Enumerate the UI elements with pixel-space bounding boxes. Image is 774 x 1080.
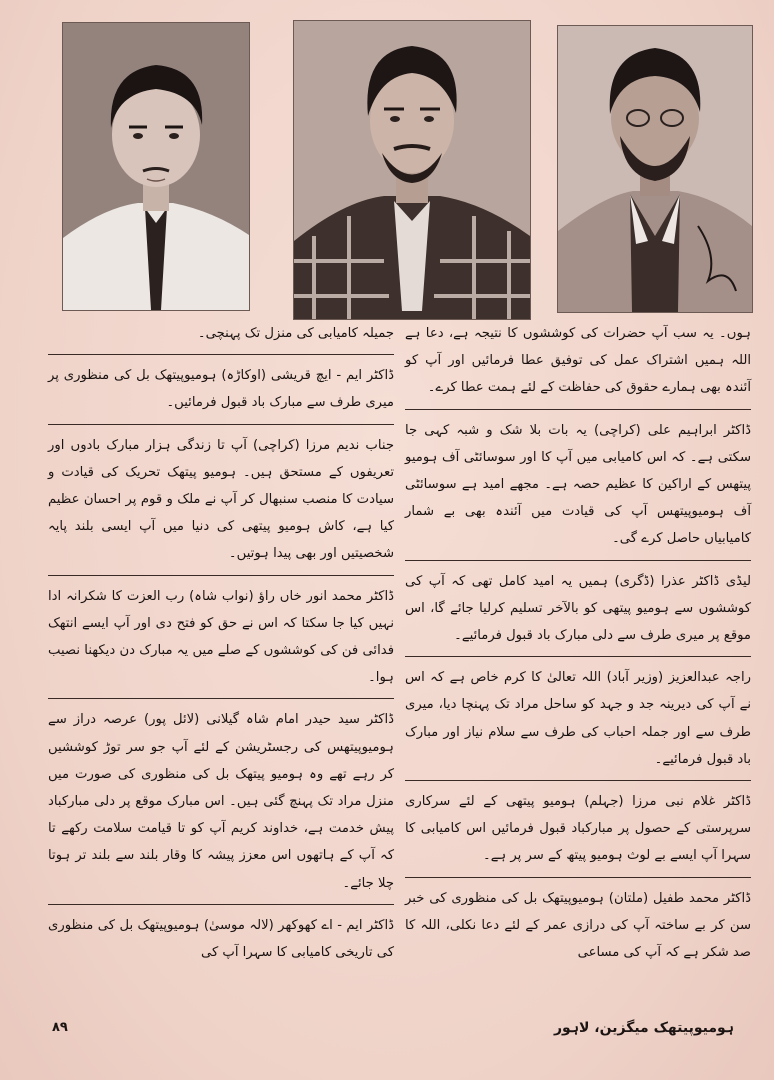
magazine-name-footer: ہومیوپیتھک میگزین، لاہور [553,1020,734,1036]
divider [48,424,394,425]
divider [405,409,751,410]
paragraph: ہوں۔ یہ سب آپ حضرات کی کوششوں کا نتیجہ ہے، دعا ہے اللہ ہمیں اشتراک عمل کی توفیق عطا فرمائیں اور آپ کو آئندہ بھی ہمارے حقوق کی حفاظت کے لئے ہمت عطا کرے۔ [405,326,751,396]
paragraph: ڈاکٹر محمد طفیل (ملتان) ہومیوپیتھک بل کی منظوری کی خبر سن کر بے ساختہ آپ کی درازی عمر کے لئے دعا نکلی، اللہ کا صد شکر ہے کہ آپ کی مساعی [405,890,751,961]
portrait-photo-center [293,20,531,320]
divider [405,656,751,657]
divider [48,904,394,905]
divider [48,354,394,355]
portrait-right-image [558,26,752,312]
divider [405,560,751,561]
portrait-photo-right [557,25,753,313]
divider [405,877,751,878]
text-column-left [48,320,394,973]
paragraph: ڈاکٹر غلام نبی مرزا (جہلم) ہومیو پیتھی کے لئے سرکاری سرپرستی کے حصول پر مبارکباد قبول فرمائیں اس کامیابی کا سہرا آپ ایسے بے لوث ہومیو پیتھ کے سر پر ہے۔ [405,794,751,864]
paragraph: ڈاکٹر سید حیدر امام شاہ گیلانی (لائل پور) عرصہ دراز سے ہومیوپیتھس کی رجسٹریشن کے لئے آپ جو سر توڑ کوششیں کر رہے تھے وہ ہومیو پیتھک بل کی منظوری کی صورت میں منزل مراد تک پہنچ گئی ہیں۔ اس مبارک موقع پر دلی مبارکباد پیش خدمت ہے، خداوند کریم آپ کو تا قیامت سلامت رکھے تا کہ آپ کے ہاتھوں اس معزز پیشہ کا وقار بلند سے بلند تر ہوتا چلا جائے۔ [48,712,394,891]
paragraph: جناب ندیم مرزا (کراچی) آپ تا زندگی ہزار مبارک بادوں اور تعریفوں کے مستحق ہیں۔ ہومیو پیتھک تحریک کی قیادت و سیادت کا منصب سنبھال کر آپ نے ملک و قوم پر احسان عظیم کیا ہے، کاش ہومیو پیتھی کی دنیا میں آپ ایسی بلند پایہ شخصیتیں اور بھی پیدا ہوتیں۔ [48,437,394,562]
paragraph: راجہ عبدالعزیز (وزیر آباد) اللہ تعالیٰ کا کرم خاص ہے کہ اس نے آپ کی دیرینہ جد و جہد کو ساحل مراد تک پہنچا دیا، میری طرف سے اور جملہ احباب کی طرف سے سلام نیاز اور مبارک باد قبول فرمائیے۔ [405,670,751,767]
paragraph: ڈاکٹر ایم - اے کھوکھر (لالہ موسیٰ) ہومیوپیتھک بل کی منظوری کی تاریخی کامیابی کا سہرا آپ کی [48,917,394,961]
divider [405,780,751,781]
portrait-photo-left [62,22,250,311]
portrait-center-image [294,21,530,319]
paragraph: ڈاکٹر محمد انور خاں راؤ (نواب شاہ) رب العزت کا شکرانہ ادا نہیں کیا جا سکتا کہ اس نے حق کو فتح دی اور آپ ایسے انتھک فدائی فن کی کوششوں کے صلے میں یہ مبارک دن دیکھنا نصیب ہوا۔ [48,588,394,686]
paragraph: ڈاکٹر ایم - ایچ قریشی (اوکاڑہ) ہومیوپیتھک بل کی منظوری پر میری طرف سے مبارک باد قبول فرمائیں۔ [48,368,394,411]
portrait-left-image [63,23,249,310]
paragraph: ڈاکٹر ابراہیم علی (کراچی) یہ بات بلا شک و شبہ کہی جا سکتی ہے۔ کہ اس کامیابی میں آپ کا اور سوسائٹی آف ہومیو پیتھس کے اراکین کا عظیم حصہ ہے۔ مجھے امید ہے سوسائٹی آف ہومیوپیتھس آپ کی قیادت میں آئندہ بھی بے شمار کامیابیاں حاصل کرے گی۔ [405,422,751,547]
page-number: ٨٩ [52,1020,68,1035]
divider [48,698,394,699]
paragraph: لیڈی ڈاکٹر عذرا (ڈگری) ہمیں یہ امید کامل تھی کہ آپ کی کوششوں سے ہومیو پیتھی کو بالآخر تسلیم کرلیا جائے گا، اس موقع پر میری طرف سے دلی مبارک باد قبول فرمائیے۔ [405,573,751,644]
text-column-right [405,320,751,973]
paragraph: جمیلہ کامیابی کی منزل تک پہنچی۔ [197,326,394,341]
divider [48,575,394,576]
